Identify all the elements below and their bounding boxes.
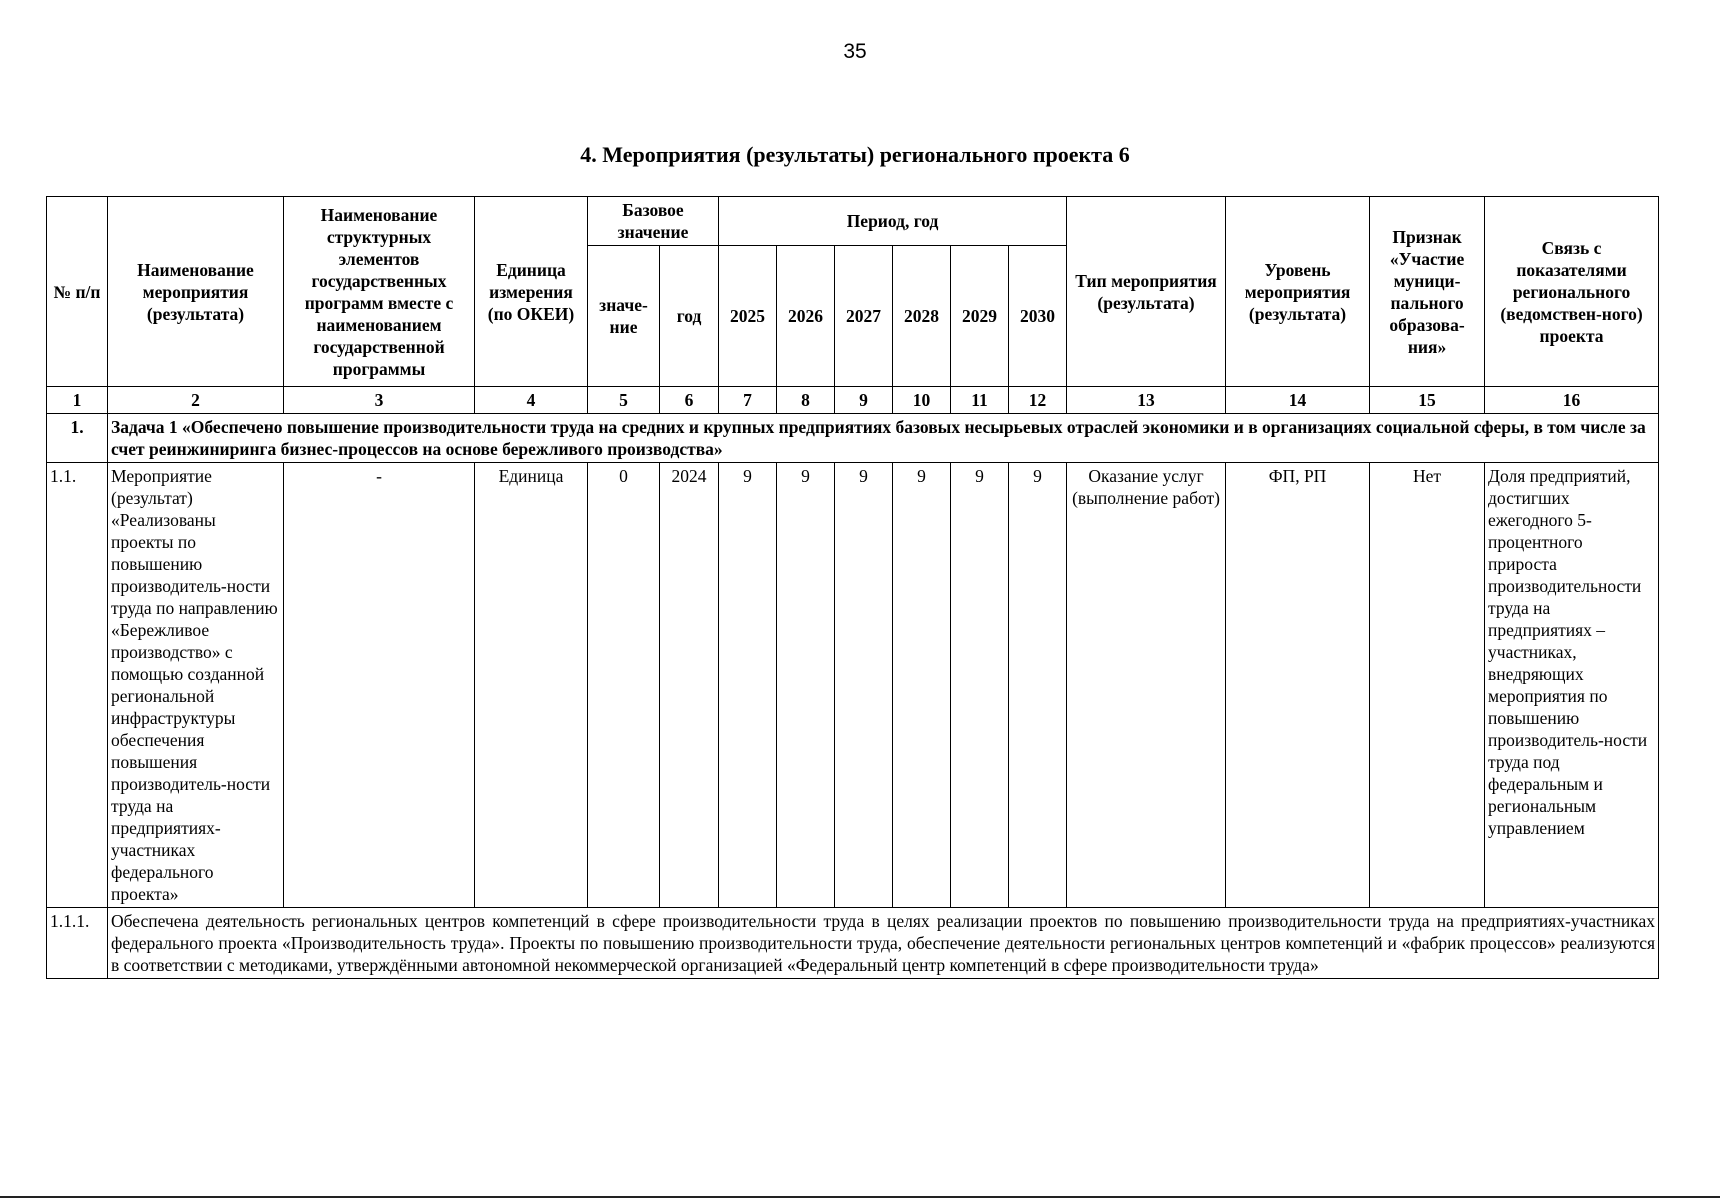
task-row [47,414,1659,463]
column-number: 10 [893,387,951,414]
measure-base-value: 0 [588,463,660,908]
column-number: 8 [777,387,835,414]
results-table [46,196,1659,979]
measure-row [47,463,1659,908]
header-unit: Единица измерения (по ОКЕИ) [475,197,588,387]
header-base-year-sub: год [660,246,719,387]
column-number-row [47,387,1659,414]
header-period: Период, год [719,197,1067,246]
header-link: Связь с показателями регионального (ведомствен-ного) проекта [1485,197,1659,387]
header-base-value: Базовое значение [588,197,719,246]
measure-level: ФП, РП [1226,463,1370,908]
column-number: 16 [1485,387,1659,414]
column-number: 5 [588,387,660,414]
column-number: 12 [1009,387,1067,414]
column-number: 7 [719,387,777,414]
header-year: 2027 [835,246,893,387]
header-name: Наименование мероприятия (результата) [108,197,284,387]
column-number: 1 [47,387,108,414]
measure-link: Доля предприятий, достигших ежегодного 5-процентного прироста производительности труда на предприятиях – участниках, внедряющих мероприятия по повышению производитель-ности труда под федеральным и региональным управлением [1485,463,1659,908]
header-municipal: Признак «Участие муници-пального образова-ния» [1370,197,1485,387]
task-number: 1. [47,414,108,463]
detail-number: 1.1.1. [47,908,108,979]
page-title: 4. Мероприятия (результаты) регионального проекта 6 [580,142,1130,167]
measure-municipal: Нет [1370,463,1485,908]
measure-name: Мероприятие (результат) «Реализованы проекты по повышению производитель-ности труда по направлению «Бережливое производство» с помощью созданной региональной инфраструктуры обеспечения повышения производитель-ности труда на предприятиях-участниках федерального проекта» [108,463,284,908]
column-number: 4 [475,387,588,414]
measure-year-value: 9 [893,463,951,908]
measure-year-value: 9 [951,463,1009,908]
page-number: 35 [843,40,867,63]
measure-year-value: 9 [835,463,893,908]
measure-base-year: 2024 [660,463,719,908]
header-type: Тип мероприятия (результата) [1067,197,1226,387]
header-level: Уровень мероприятия (результата) [1226,197,1370,387]
measure-unit: Единица [475,463,588,908]
measure-structural: - [284,463,475,908]
header-year: 2028 [893,246,951,387]
header-year: 2026 [777,246,835,387]
measure-number: 1.1. [47,463,108,908]
column-number: 15 [1370,387,1485,414]
measure-year-value: 9 [719,463,777,908]
header-base-val-sub: значе-ние [588,246,660,387]
detail-row [47,908,1659,979]
column-number: 2 [108,387,284,414]
detail-text: Обеспечена деятельность региональных центров компетенций в сфере производительности труда в целях реализации проектов по повышению производительности труда на предприятиях-участниках федерального проекта «Производительность труда». Проекты по повышению производительности труда, обеспечение деятельности региональных центров компетенций и «фабрик процессов» реализуются в соответствии с методиками, утверждёнными автономной некоммерческой организацией «Федеральный центр компетенций в сфере производительности труда» [108,908,1659,979]
measure-year-value: 9 [777,463,835,908]
column-number: 13 [1067,387,1226,414]
column-number: 3 [284,387,475,414]
header-year: 2029 [951,246,1009,387]
header-num: № п/п [47,197,108,387]
header-structural: Наименование структурных элементов государственных программ вместе с наименованием государственной программы [284,197,475,387]
page-bottom-border [0,1196,1720,1198]
column-number: 9 [835,387,893,414]
column-number: 6 [660,387,719,414]
header-year: 2030 [1009,246,1067,387]
measure-type: Оказание услуг (выполнение работ) [1067,463,1226,908]
column-number: 14 [1226,387,1370,414]
header-year: 2025 [719,246,777,387]
column-number: 11 [951,387,1009,414]
task-text: Задача 1 «Обеспечено повышение производительности труда на средних и крупных предприятиях базовых несырьевых отраслей экономики и в организациях социальной сферы, в том числе за счет реинжиниринга бизнес-процессов на основе бережливого производства» [108,414,1659,463]
measure-year-value: 9 [1009,463,1067,908]
